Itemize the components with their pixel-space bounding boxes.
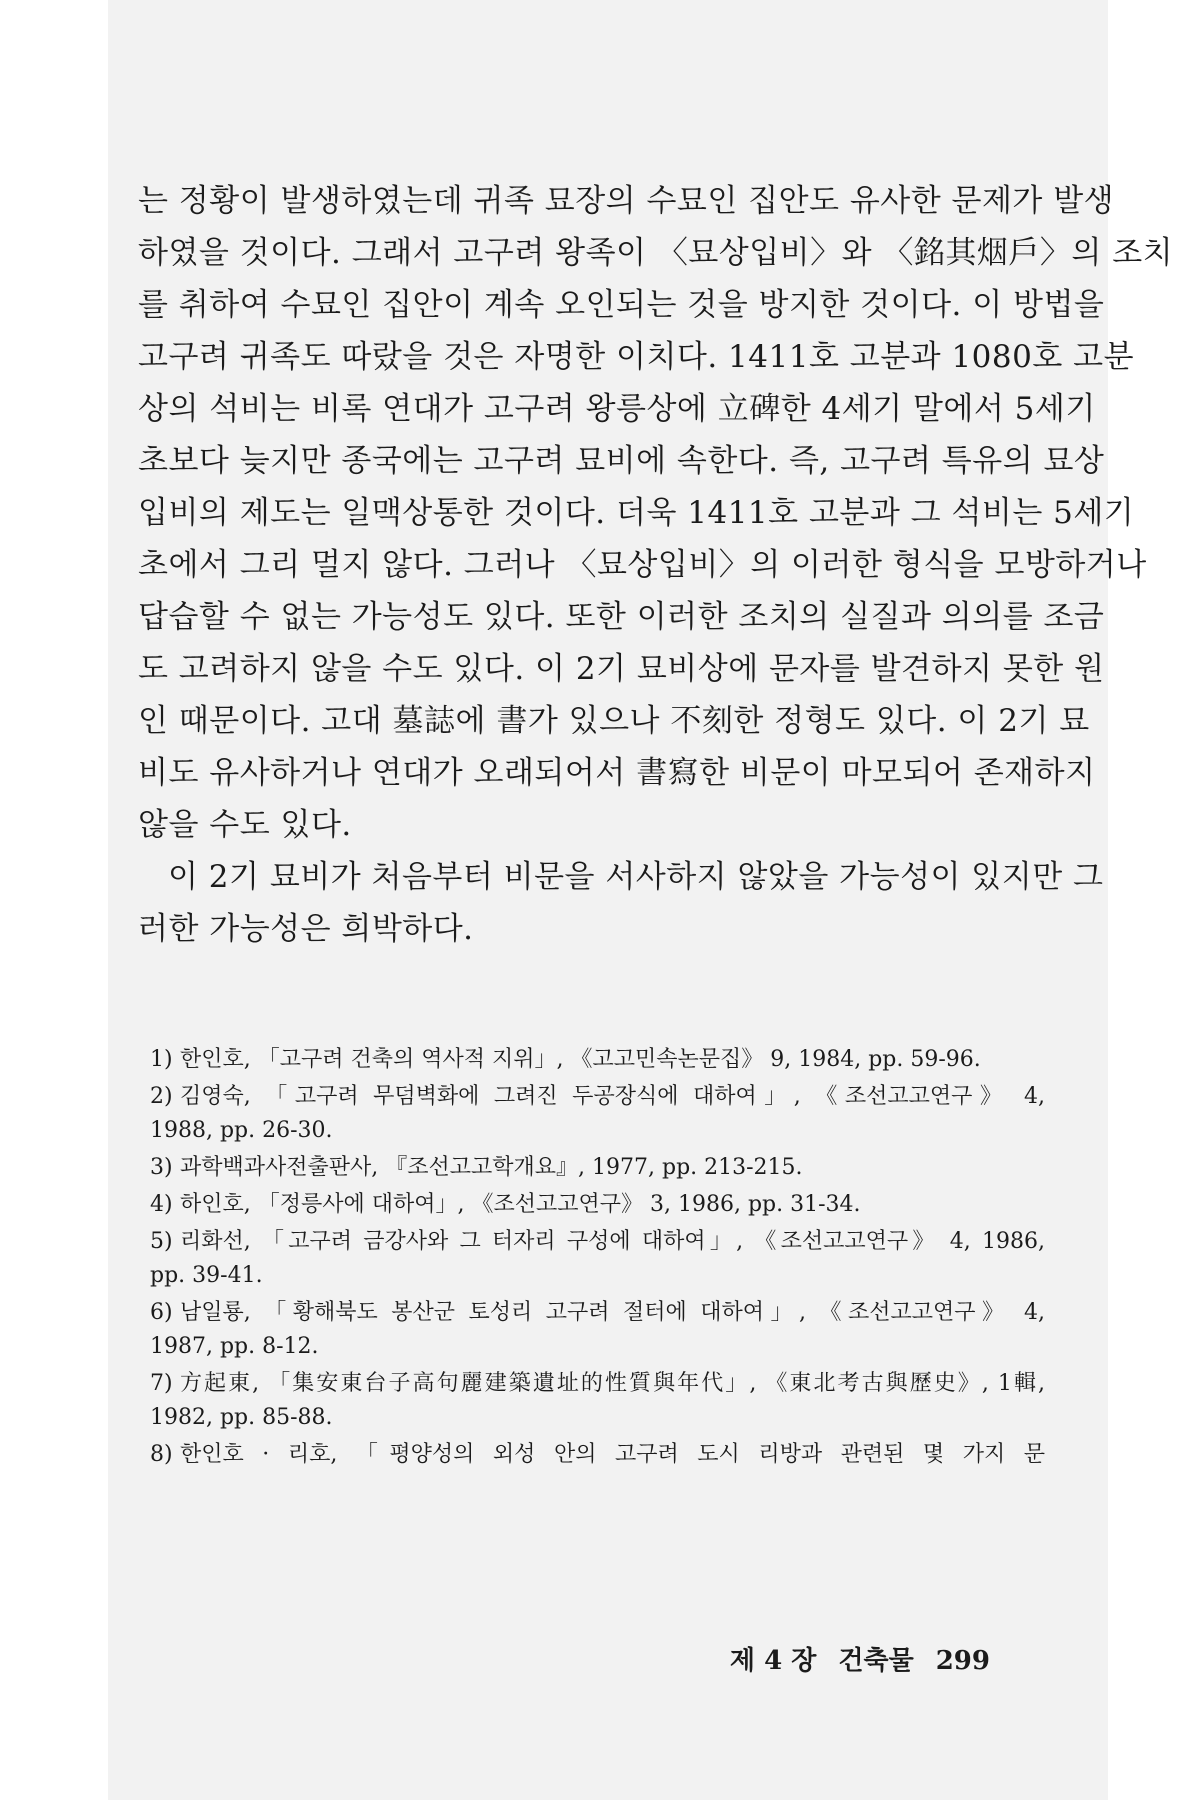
text-line: 는 정황이 발생하였는데 귀족 묘장의 수묘인 집안도 유사한 문제가 발생 bbox=[138, 183, 1115, 219]
chapter-label: 제 4 장 bbox=[729, 1646, 817, 1676]
text-line: 입비의 제도는 일맥상통한 것이다. 더욱 1411호 고분과 그 석비는 5세기 bbox=[138, 495, 1135, 531]
footnote bbox=[150, 1296, 1045, 1364]
footnote-number: 7) bbox=[150, 1371, 173, 1396]
footnote bbox=[150, 1080, 1045, 1148]
text-line: 를 취하여 수묘인 집안이 계속 오인되는 것을 방지한 것이다. 이 방법을 bbox=[138, 287, 1105, 323]
footnotes bbox=[150, 1043, 1045, 1475]
footnote-text: 方起東, 「集安東台子高句麗建築遺址的性質與年代」, 《東北考古與歷史》, 1輯, bbox=[180, 1371, 1045, 1396]
footnote bbox=[150, 1367, 1045, 1435]
footnote-text-continued: 1982, pp. 85-88. bbox=[150, 1405, 333, 1430]
footnote-number: 1) bbox=[150, 1047, 173, 1072]
text-line: 하였을 것이다. 그래서 고구려 왕족이 〈묘상입비〉와 〈銘其烟戶〉의 조치 bbox=[138, 235, 1174, 271]
footnote bbox=[150, 1225, 1045, 1293]
footnote bbox=[150, 1151, 1045, 1185]
text-line: 초보다 늦지만 종국에는 고구려 묘비에 속한다. 즉, 고구려 특유의 묘상 bbox=[138, 443, 1105, 479]
page-number: 299 bbox=[935, 1646, 990, 1676]
main-text bbox=[138, 175, 1174, 955]
footnote-text: 한인호, 「고구려 건축의 역사적 지위」, 《고고민속논문집》 9, 1984, pp. 59-96. bbox=[180, 1047, 981, 1072]
footnote-text: 리화선, 「고구려 금강사와 그 터자리 구성에 대하여」, 《조선고고연구》 4, 1986, bbox=[180, 1229, 1045, 1254]
chapter-title: 건축물 bbox=[838, 1646, 914, 1676]
text-line: 이 2기 묘비가 처음부터 비문을 서사하지 않았을 가능성이 있지만 그 bbox=[168, 859, 1104, 895]
footnote-number: 6) bbox=[150, 1300, 173, 1325]
footnote-text: 남일룡, 「황해북도 봉산군 토성리 고구려 절터에 대하여」, 《조선고고연구》 4, bbox=[180, 1300, 1045, 1325]
footnote-text-continued: pp. 39-41. bbox=[150, 1263, 263, 1288]
footnote-number: 4) bbox=[150, 1192, 173, 1217]
page-footer bbox=[730, 1640, 990, 1677]
text-line: 상의 석비는 비록 연대가 고구려 왕릉상에 立碑한 4세기 말에서 5세기 bbox=[138, 391, 1096, 427]
text-line: 고구려 귀족도 따랐을 것은 자명한 이치다. 1411호 고분과 1080호 고분 bbox=[138, 339, 1135, 375]
footnote-text: 김영숙, 「고구려 무덤벽화에 그려진 두공장식에 대하여」, 《조선고고연구》 4, bbox=[180, 1084, 1045, 1109]
footnote bbox=[150, 1188, 1045, 1222]
footnote-text: 과학백과사전출판사, 『조선고고학개요』, 1977, pp. 213-215. bbox=[180, 1155, 803, 1180]
footnote-number: 2) bbox=[150, 1084, 173, 1109]
footnote bbox=[150, 1438, 1045, 1472]
text-line: 인 때문이다. 고대 墓誌에 書가 있으나 不刻한 정형도 있다. 이 2기 묘 bbox=[138, 703, 1090, 739]
text-line: 도 고려하지 않을 수도 있다. 이 2기 묘비상에 문자를 발견하지 못한 원 bbox=[138, 651, 1105, 687]
footnote-number: 5) bbox=[150, 1229, 173, 1254]
footnote-text: 하인호, 「정릉사에 대하여」, 《조선고고연구》 3, 1986, pp. 31-34. bbox=[180, 1192, 861, 1217]
text-line: 비도 유사하거나 연대가 오래되어서 書寫한 비문이 마모되어 존재하지 bbox=[138, 755, 1096, 791]
footnote-text-continued: 1988, pp. 26-30. bbox=[150, 1118, 333, 1143]
text-line: 러한 가능성은 희박하다. bbox=[138, 911, 474, 947]
footnote-text: 한인호 · 리호, 「평양성의 외성 안의 고구려 도시 리방과 관련된 몇 가지 문 bbox=[180, 1442, 1045, 1467]
text-line: 답습할 수 없는 가능성도 있다. 또한 이러한 조치의 실질과 의의를 조금 bbox=[138, 599, 1105, 635]
footnote bbox=[150, 1043, 1045, 1077]
text-line: 않을 수도 있다. bbox=[138, 807, 352, 843]
footnote-number: 8) bbox=[150, 1442, 173, 1467]
footnote-text-continued: 1987, pp. 8-12. bbox=[150, 1334, 319, 1359]
footnote-number: 3) bbox=[150, 1155, 173, 1180]
text-line: 초에서 그리 멀지 않다. 그러나 〈묘상입비〉의 이러한 형식을 모방하거나 bbox=[138, 547, 1147, 583]
